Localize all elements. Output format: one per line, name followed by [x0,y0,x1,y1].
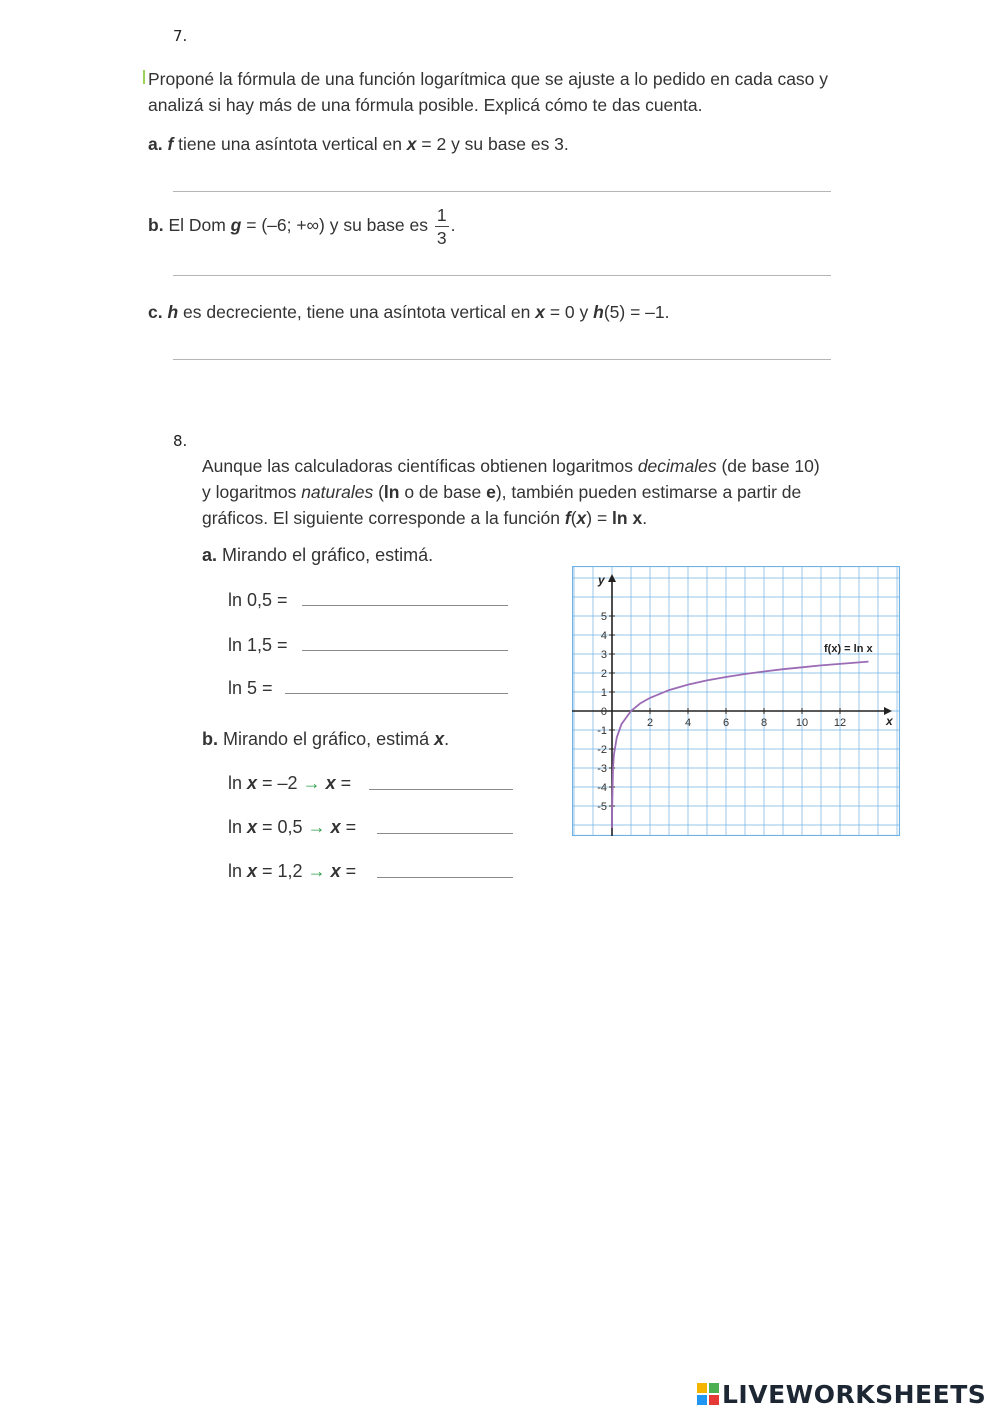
answer-blank-ln-0-5[interactable] [302,605,508,606]
y-tick-label: 4 [600,630,607,642]
item-8b [202,729,449,750]
curve-annotation: f(x) = ln x [824,643,873,655]
solve-value: = 0,5 [257,817,308,837]
intro-decimales: decimales [637,456,717,476]
item-7b-text-2: = (–6; +∞) y su base es [241,215,433,236]
x-tick-label: 4 [684,717,692,729]
solve-x-result: x [320,773,336,793]
y-tick-label: 0 [600,706,607,718]
estimate-row-1 [228,590,288,611]
item-7a-f: f [167,134,174,154]
fraction-denominator: 3 [436,228,447,248]
item-7b-text: El Dom [168,215,231,236]
intro-paren-close: ) = [586,508,613,528]
intro-text-2a: y logaritmos [202,482,302,502]
liveworksheets-logo [697,1378,986,1410]
item-8b-letter: b. [202,729,218,749]
item-7c-x: x [535,302,545,322]
item-8b-period: . [444,729,450,749]
item-7c-text-end: (5) = –1. [603,302,670,322]
estimate-row-2 [228,635,288,656]
item-7a-text: tiene una asíntota vertical en [173,134,407,154]
answer-line-7a[interactable] [173,191,831,192]
estimate-row-3 [228,678,273,699]
solve-equals: = [340,817,357,837]
solve-row-1 [228,773,351,794]
item-8a-text: Mirando el gráfico, estimá. [222,545,434,565]
x-axis-label: x [886,714,893,728]
arrow-icon: → [307,861,326,881]
logo-wordmark: LIVEWORKSHEETS [722,1379,987,1409]
answer-blank-ln-5[interactable] [285,693,508,694]
y-tick-label: -5 [597,801,607,813]
solve-equals: = [340,861,357,881]
answer-blank-x-1[interactable] [369,789,513,790]
solve-row-2 [228,817,356,838]
intro-ln: ln [383,482,400,502]
x-tick-label: 8 [760,717,768,729]
answer-line-7c[interactable] [173,359,831,360]
item-8a [202,545,433,566]
y-axis-label: y [598,573,605,587]
y-tick-label: -2 [597,744,607,756]
question-7-intro: Proponé la fórmula de una función logarítmica que se ajuste a lo pedido en cada caso y analizá si hay más de una fórmula posible. Explicá cómo te das cuenta. [148,69,829,115]
intro-paren-open: ( [570,508,577,528]
item-7b-period: . [450,215,456,236]
intro-lnx: ln x [612,508,643,528]
item-7a [148,131,569,157]
fraction-numerator: 1 [436,205,447,225]
item-7a-letter: a. [148,134,163,154]
intro-text-2b: ( [373,482,384,502]
y-tick-label: -4 [597,782,607,794]
intro-line-3 [202,505,902,531]
estimate-label: ln 1,5 = [228,635,288,655]
intro-naturales: naturales [301,482,374,502]
item-7b-g: g [230,215,242,236]
estimate-label: ln 5 = [228,678,273,698]
solve-equals: = [335,773,352,793]
answer-blank-x-2[interactable] [377,833,513,834]
y-tick-label: 5 [600,611,607,623]
item-7c [148,299,669,325]
item-7c-h2: h [593,302,604,322]
item-7c-text-2: = 0 y [544,302,594,322]
solve-ln: ln [228,817,248,837]
answer-blank-x-3[interactable] [377,877,513,878]
item-7c-text: es decreciente, tiene una asíntota vertical en [178,302,536,322]
intro-f: f [564,508,571,528]
item-8b-text: Mirando el gráfico, estimá [223,729,435,749]
intro-text-2d: ), también pueden estimarse a partir de [495,482,802,502]
intro-x: x [576,508,587,528]
solve-x-result: x [325,861,341,881]
fraction-one-third [435,204,449,249]
y-tick-label: -3 [597,763,607,775]
item-7c-letter: c. [148,302,163,322]
question-7-number: 7. [173,27,188,45]
solve-x: x [247,817,258,837]
intro-text-2c: o de base [399,482,487,502]
y-tick-label: -1 [597,725,607,737]
solve-ln: ln [228,861,248,881]
item-7b [148,204,455,249]
item-7a-x: x [406,134,417,154]
solve-ln: ln [228,773,248,793]
arrow-icon: → [307,817,326,837]
intro-line-1 [202,453,902,479]
ln-graph [572,566,900,836]
answer-line-7b[interactable] [173,275,831,276]
x-tick-label: 12 [833,717,847,729]
arrow-icon: → [302,773,321,793]
item-7a-text-end: = 2 y su base es 3. [416,134,569,154]
logo-mark-icon [697,1383,719,1405]
y-tick-label: 3 [600,649,607,661]
ln-curve [612,662,868,828]
solve-x: x [247,773,258,793]
item-8a-letter: a. [202,545,218,565]
intro-line-2 [202,479,902,505]
intro-text-3a: gráficos. El siguiente corresponde a la función [202,508,565,528]
intro-text-1: Aunque las calculadoras científicas obtienen logaritmos [202,456,638,476]
solve-value: = 1,2 [257,861,308,881]
x-tick-label: 6 [722,717,730,729]
intro-e: e [486,482,496,502]
margin-marker [143,70,145,84]
intro-text-1b: (de base 10) [716,456,820,476]
y-tick-label: 2 [600,668,607,680]
solve-row-3 [228,861,356,882]
intro-period: . [642,508,648,528]
item-7b-letter: b. [148,215,164,236]
estimate-label: ln 0,5 = [228,590,288,610]
y-tick-label: 1 [600,687,607,699]
x-tick-label: 2 [646,717,654,729]
item-7c-h: h [167,302,179,322]
graph-border [573,567,900,836]
question-8-intro [202,453,902,531]
solve-x: x [247,861,258,881]
solve-x-result: x [325,817,341,837]
item-8b-x: x [434,729,445,749]
question-8-number: 8. [173,432,188,450]
answer-blank-ln-1-5[interactable] [302,650,508,651]
x-tick-label: 10 [795,717,809,729]
solve-value: = –2 [257,773,303,793]
